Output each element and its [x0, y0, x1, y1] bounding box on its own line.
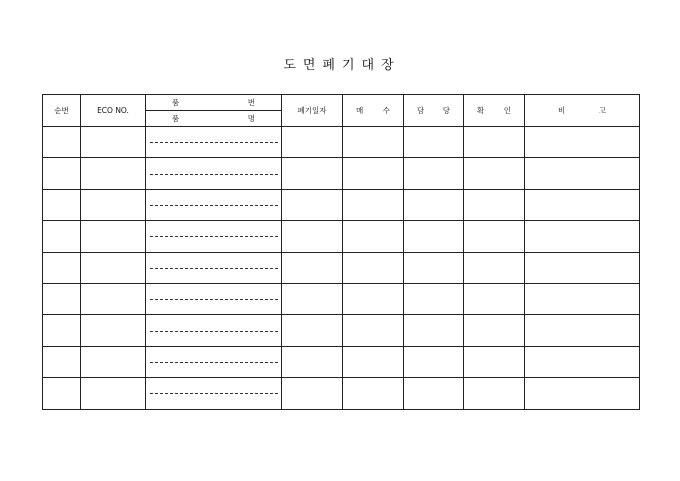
- seq-cell[interactable]: [43, 283, 81, 314]
- table-row: [43, 283, 640, 314]
- disposal-date-cell[interactable]: [282, 378, 343, 409]
- count-cell[interactable]: [343, 346, 404, 377]
- item-no-header-char-2: 번: [247, 98, 255, 107]
- table-row: [43, 315, 640, 346]
- eco-no-cell[interactable]: [81, 127, 146, 158]
- check-cell[interactable]: [464, 189, 525, 220]
- owner-cell[interactable]: [404, 221, 464, 252]
- seq-cell[interactable]: [43, 346, 81, 377]
- item-cell[interactable]: [146, 221, 282, 252]
- owner-cell[interactable]: [404, 315, 464, 346]
- dashed-divider: [150, 331, 278, 332]
- remarks-header-char-2: 고: [598, 106, 606, 115]
- eco-no-cell[interactable]: [81, 378, 146, 409]
- check-cell[interactable]: [464, 378, 525, 409]
- remarks-cell[interactable]: [525, 189, 640, 220]
- count-cell[interactable]: [343, 221, 404, 252]
- count-cell[interactable]: [343, 158, 404, 189]
- item-cell[interactable]: [146, 315, 282, 346]
- check-header-char-2: 인: [503, 106, 511, 115]
- owner-header-char-2: 당: [442, 106, 450, 115]
- owner-cell[interactable]: [404, 283, 464, 314]
- owner-header: [404, 95, 464, 127]
- disposal-date-header: 폐기일자: [282, 95, 343, 127]
- seq-cell[interactable]: [43, 189, 81, 220]
- table-row: [43, 189, 640, 220]
- count-cell[interactable]: [343, 378, 404, 409]
- item-cell[interactable]: [146, 127, 282, 158]
- item-no-header-char-1: 품: [172, 98, 180, 107]
- count-header-char-2: 수: [382, 106, 390, 115]
- eco-no-cell[interactable]: [81, 283, 146, 314]
- disposal-date-cell[interactable]: [282, 189, 343, 220]
- item-cell[interactable]: [146, 346, 282, 377]
- item-name-header-char-1: 품: [172, 114, 180, 123]
- remarks-cell[interactable]: [525, 221, 640, 252]
- disposal-date-cell[interactable]: [282, 283, 343, 314]
- item-name-header: [146, 111, 281, 126]
- check-header-char-1: 확: [477, 106, 485, 115]
- check-cell[interactable]: [464, 127, 525, 158]
- remarks-header: [525, 95, 640, 127]
- ledger-body: [43, 127, 640, 410]
- seq-header: 순번: [43, 95, 81, 127]
- eco-no-cell[interactable]: [81, 252, 146, 283]
- eco-no-cell[interactable]: [81, 158, 146, 189]
- header-row: [43, 95, 640, 127]
- item-header: [146, 95, 282, 127]
- remarks-cell[interactable]: [525, 346, 640, 377]
- eco-no-cell[interactable]: [81, 221, 146, 252]
- seq-cell[interactable]: [43, 221, 81, 252]
- dashed-divider: [150, 236, 278, 237]
- eco-no-cell[interactable]: [81, 315, 146, 346]
- dashed-divider: [150, 299, 278, 300]
- remarks-header-char-1: 비: [558, 106, 566, 115]
- remarks-cell[interactable]: [525, 378, 640, 409]
- owner-cell[interactable]: [404, 346, 464, 377]
- item-cell[interactable]: [146, 158, 282, 189]
- seq-cell[interactable]: [43, 127, 81, 158]
- count-cell[interactable]: [343, 127, 404, 158]
- owner-cell[interactable]: [404, 189, 464, 220]
- seq-cell[interactable]: [43, 252, 81, 283]
- drawing-disposal-ledger: [42, 94, 640, 410]
- check-cell[interactable]: [464, 252, 525, 283]
- item-cell[interactable]: [146, 283, 282, 314]
- count-cell[interactable]: [343, 315, 404, 346]
- remarks-cell[interactable]: [525, 127, 640, 158]
- table-row: [43, 221, 640, 252]
- remarks-cell[interactable]: [525, 315, 640, 346]
- disposal-date-cell[interactable]: [282, 252, 343, 283]
- count-header-char-1: 매: [356, 106, 364, 115]
- count-cell[interactable]: [343, 189, 404, 220]
- dashed-divider: [150, 205, 278, 206]
- dashed-divider: [150, 174, 278, 175]
- item-cell[interactable]: [146, 252, 282, 283]
- owner-header-char-1: 담: [417, 106, 425, 115]
- owner-cell[interactable]: [404, 127, 464, 158]
- document-title: 도면폐기대장: [283, 58, 401, 73]
- check-cell[interactable]: [464, 283, 525, 314]
- table-row: [43, 158, 640, 189]
- check-cell[interactable]: [464, 315, 525, 346]
- check-cell[interactable]: [464, 221, 525, 252]
- eco-no-cell[interactable]: [81, 189, 146, 220]
- owner-cell[interactable]: [404, 252, 464, 283]
- seq-cell[interactable]: [43, 315, 81, 346]
- dashed-divider: [150, 393, 278, 394]
- check-cell[interactable]: [464, 346, 525, 377]
- count-cell[interactable]: [343, 283, 404, 314]
- remarks-cell[interactable]: [525, 252, 640, 283]
- count-cell[interactable]: [343, 252, 404, 283]
- disposal-date-cell[interactable]: [282, 221, 343, 252]
- seq-cell[interactable]: [43, 378, 81, 409]
- remarks-cell[interactable]: [525, 283, 640, 314]
- check-header: [464, 95, 525, 127]
- remarks-cell[interactable]: [525, 158, 640, 189]
- dashed-divider: [150, 362, 278, 363]
- disposal-date-cell[interactable]: [282, 315, 343, 346]
- dashed-divider: [150, 268, 278, 269]
- item-cell[interactable]: [146, 378, 282, 409]
- seq-cell[interactable]: [43, 158, 81, 189]
- eco-no-header: ECO NO.: [81, 95, 146, 127]
- owner-cell[interactable]: [404, 378, 464, 409]
- item-name-header-char-2: 명: [247, 114, 255, 123]
- dashed-divider: [150, 142, 278, 143]
- count-header: [343, 95, 404, 127]
- owner-cell[interactable]: [404, 158, 464, 189]
- disposal-date-cell[interactable]: [282, 158, 343, 189]
- table-row: [43, 252, 640, 283]
- eco-no-cell[interactable]: [81, 346, 146, 377]
- item-no-header: [146, 95, 281, 111]
- item-cell[interactable]: [146, 189, 282, 220]
- table-row: [43, 346, 640, 377]
- disposal-date-cell[interactable]: [282, 346, 343, 377]
- table-row: [43, 127, 640, 158]
- disposal-date-cell[interactable]: [282, 127, 343, 158]
- table-row: [43, 378, 640, 409]
- check-cell[interactable]: [464, 158, 525, 189]
